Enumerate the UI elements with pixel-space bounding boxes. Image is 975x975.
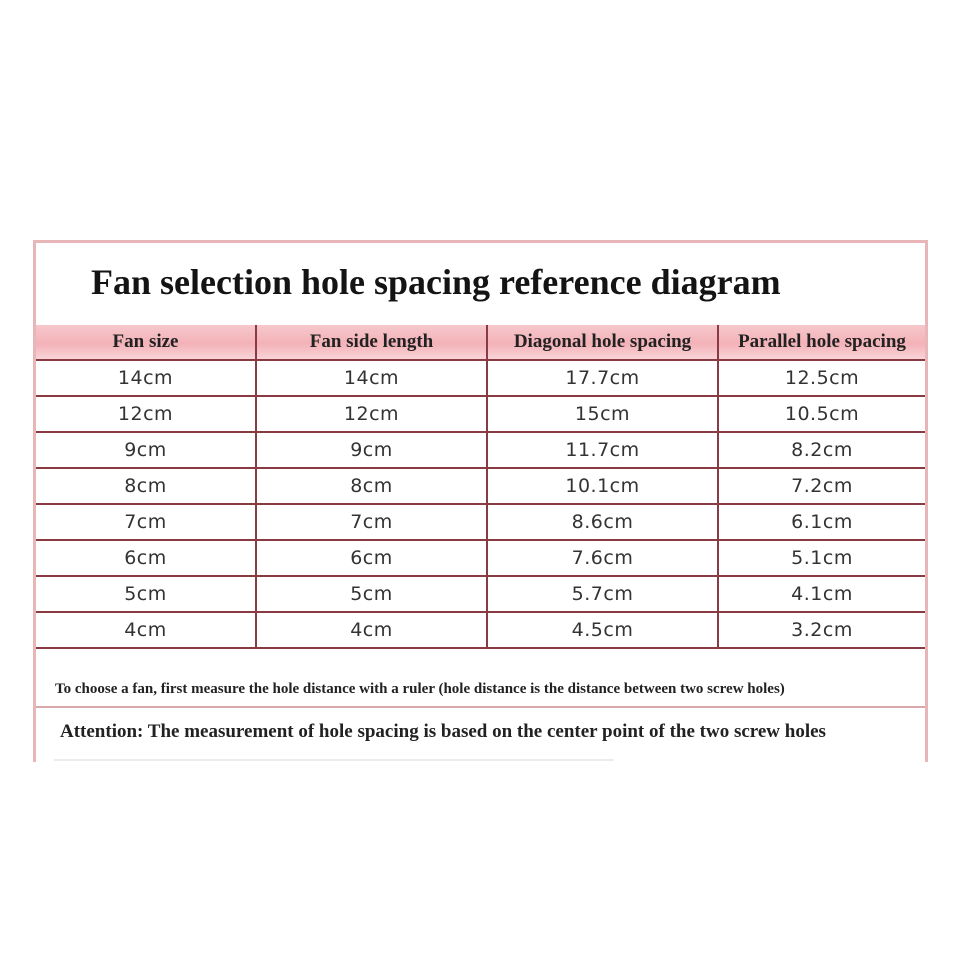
header-fan-size: Fan size	[36, 325, 256, 360]
cell-fan-side-length: 4cm	[256, 612, 487, 648]
cell-fan-size: 8cm	[36, 468, 256, 504]
cell-parallel-spacing: 12.5cm	[718, 360, 925, 396]
cell-fan-size: 14cm	[36, 360, 256, 396]
cell-fan-size: 9cm	[36, 432, 256, 468]
cell-diagonal-spacing: 7.6cm	[487, 540, 718, 576]
table-row	[36, 468, 925, 504]
cell-fan-size: 12cm	[36, 396, 256, 432]
table-row	[36, 432, 925, 468]
cell-parallel-spacing: 3.2cm	[718, 612, 925, 648]
cell-diagonal-spacing: 8.6cm	[487, 504, 718, 540]
table-row	[36, 540, 925, 576]
table-row	[36, 612, 925, 648]
reference-card	[33, 240, 928, 762]
cell-fan-size: 5cm	[36, 576, 256, 612]
cell-fan-side-length: 6cm	[256, 540, 487, 576]
cell-fan-size: 6cm	[36, 540, 256, 576]
cell-fan-side-length: 12cm	[256, 396, 487, 432]
cell-fan-side-length: 7cm	[256, 504, 487, 540]
cell-fan-side-length: 8cm	[256, 468, 487, 504]
cell-fan-side-length: 14cm	[256, 360, 487, 396]
header-diagonal-hole-spacing: Diagonal hole spacing	[487, 325, 718, 360]
cell-diagonal-spacing: 4.5cm	[487, 612, 718, 648]
cell-parallel-spacing: 8.2cm	[718, 432, 925, 468]
page-title: Fan selection hole spacing reference diagram	[91, 262, 781, 302]
hole-spacing-table	[36, 325, 925, 649]
cell-fan-size: 4cm	[36, 612, 256, 648]
measurement-note: To choose a fan, first measure the hole distance with a ruler (hole distance is the distance between two screw holes)	[36, 670, 925, 708]
cell-diagonal-spacing: 10.1cm	[487, 468, 718, 504]
divider	[54, 759, 614, 761]
cell-diagonal-spacing: 11.7cm	[487, 432, 718, 468]
table-row	[36, 396, 925, 432]
cell-diagonal-spacing: 5.7cm	[487, 576, 718, 612]
cell-fan-side-length: 9cm	[256, 432, 487, 468]
header-fan-side-length: Fan side length	[256, 325, 487, 360]
table-header-row	[36, 325, 925, 360]
cell-parallel-spacing: 6.1cm	[718, 504, 925, 540]
table-row	[36, 360, 925, 396]
cell-parallel-spacing: 5.1cm	[718, 540, 925, 576]
attention-note: Attention: The measurement of hole spacing is based on the center point of the two screw holes	[60, 721, 826, 742]
header-parallel-hole-spacing: Parallel hole spacing	[718, 325, 925, 360]
cell-fan-side-length: 5cm	[256, 576, 487, 612]
cell-parallel-spacing: 7.2cm	[718, 468, 925, 504]
cell-diagonal-spacing: 15cm	[487, 396, 718, 432]
cell-diagonal-spacing: 17.7cm	[487, 360, 718, 396]
table-row	[36, 504, 925, 540]
table-row	[36, 576, 925, 612]
cell-fan-size: 7cm	[36, 504, 256, 540]
cell-parallel-spacing: 4.1cm	[718, 576, 925, 612]
cell-parallel-spacing: 10.5cm	[718, 396, 925, 432]
